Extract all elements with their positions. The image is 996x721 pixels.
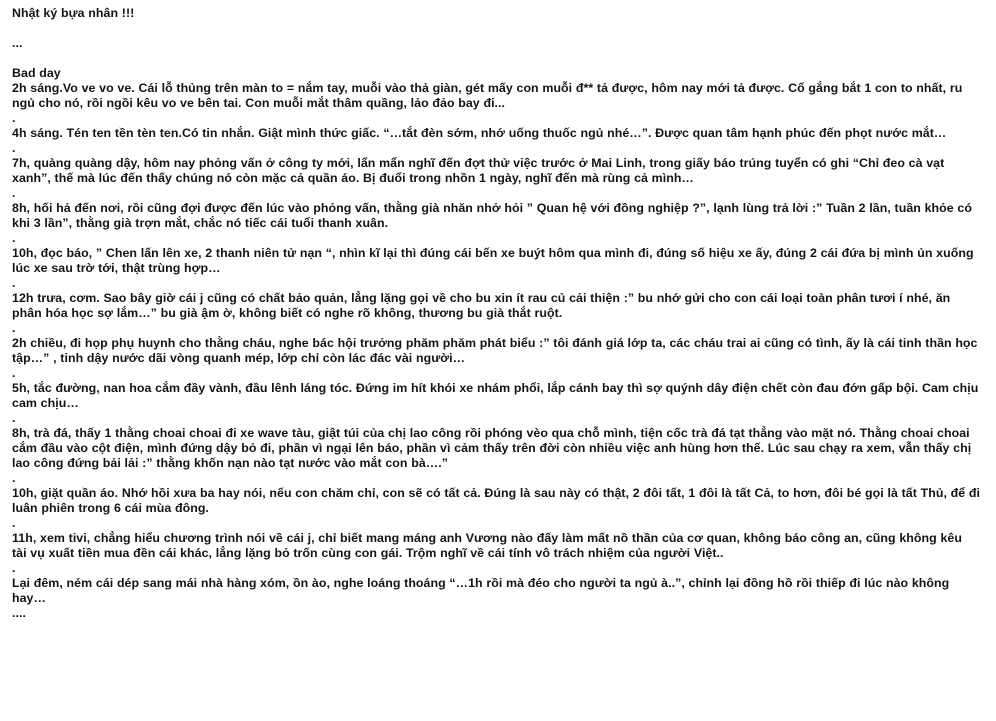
diary-entry-10h-laundry: 10h, giặt quần áo. Nhớ hồi xưa ba hay nói, nếu con chăm chỉ, con sẽ có tất cả. Đúng là sau này có thật, 2 đôi tất, 1 đôi là tất Cả, to hơn, đôi bé gọi là tất Thủ, để đi luân phiên trong 6 cái mùa đông. <box>12 486 980 515</box>
entry-separator: . <box>12 516 16 530</box>
entry-separator: . <box>12 411 16 425</box>
entry-separator: . <box>12 186 16 200</box>
entry-separator: . <box>12 141 16 155</box>
diary-entry-11h: 11h, xem tivi, chẳng hiểu chương trình nói về cái j, chỉ biết mang máng anh Vương nào đấy làm mất nồ thần của cơ quan, không báo công an, cũng không kêu tài vụ xuất tiền mua đền cái khác, lẳng lặng bỏ trốn cùng con gái. Trộm nghĩ về cái tính vô trách nhiệm của người Việt.. <box>12 531 962 560</box>
spacer <box>12 21 980 36</box>
diary-document <box>12 6 980 621</box>
diary-entry-10h-news: 10h, đọc báo, ” Chen lấn lên xe, 2 thanh niên tử nạn “, nhìn kĩ lại thì đúng cái bến xe buýt hôm qua mình đi, đúng số hiệu xe ấy, đúng 2 cái đứa bị mình ủn xuống lúc xe sau trờ tới, thật trùng hợp… <box>12 246 974 275</box>
diary-entry-8h-tea: 8h, trà đá, thấy 1 thằng choai choai đi xe wave tàu, giật túi của chị lao công rồi phóng vèo qua chỗ mình, tiện cốc trà đá tạt thẳng vào mặt nó. Thằng choai choai cắm đầu vào cột điện, mình đứng dậy bỏ đi, phần vì ngại lên báo, phần vì cảm thấy trên đời còn nhiều việc anh hùng hơn thế. Lúc sau chạy ra xem, vẫn thấy chị lao công đứng bải lải :” thằng khốn nạn nào tạt nước vào mắt con bà….” <box>12 426 972 470</box>
diary-entry-night: Lại đêm, ném cái dép sang mái nhà hàng xóm, ồn ào, nghe loáng thoáng “…1h rồi mà đéo cho người ta ngủ à..”, chỉnh lại đồng hồ rồi thiếp đi lúc nào không hay… <box>12 576 950 605</box>
diary-entry-8h: 8h, hối hả đến nơi, rồi cũng đợi được đến lúc vào phỏng vấn, thằng già nhăn nhở hỏi ” Quan hệ với đồng nghiệp ?”, lạnh lùng trả lời :” Tuần 2 lần, tuần khỏe có khi 3 lần”, thằng già trợn mắt, chắc nó tiếc cái tuổi thanh xuân. <box>12 201 972 230</box>
entry-separator: . <box>12 366 16 380</box>
entry-separator: . <box>12 111 16 125</box>
diary-entry-5h: 5h, tắc đường, nan hoa cắm đầy vành, đầu lênh láng tóc. Đứng im hít khói xe nhám phổi, lắp cánh bay thì sợ quýnh dây điện chết còn đau đớn gấp bội. Cam chịu cam chịu… <box>12 381 979 410</box>
title-ellipsis: ... <box>12 36 23 50</box>
entry-separator: . <box>12 321 16 335</box>
diary-entry-12h: 12h trưa, cơm. Sao bây giờ cái j cũng có chất bảo quản, lẳng lặng gọi về cho bu xin ít rau củ cải thiện :” bu nhớ gửi cho con cái loại toàn phân tươi í nhé, ăn phân hóa học sợ lắm…” bu già ậm ờ, không biết có nghe rõ không, thương bu già thắt ruột. <box>12 291 951 320</box>
diary-entry-7h: 7h, quàng quàng dậy, hôm nay phỏng vấn ở công ty mới, lẩn mẩn nghĩ đến đợt thử việc trước ở Mai Linh, trong giấy báo trúng tuyển có ghi “Chỉ đeo cà vạt xanh”, thế mà lúc đến thấy chúng nó còn mặc cả quần áo. Bị đuổi trong nhồn 1 ngày, nghĩ đến mà rùng cả mình… <box>12 156 945 185</box>
entry-separator: . <box>12 471 16 485</box>
entry-separator: . <box>12 276 16 290</box>
entry-separator: . <box>12 231 16 245</box>
diary-entry-2h-afternoon: 2h chiều, đi họp phụ huynh cho thằng cháu, nghe bác hội trưởng phăm phăm phát biểu :” tôi đánh giá lớp ta, các cháu trai ai cũng có tình, ấy là cái tinh thần học tập…” , tinh dậy nước dãi vòng quanh mép, lớp chỉ còn lác đác vài người… <box>12 336 978 365</box>
section-heading: Bad day <box>12 66 61 80</box>
diary-entry-4h: 4h sáng. Tén ten tền tèn ten.Có tin nhắn. Giật mình thức giấc. “…tắt đèn sớm, nhớ uống thuốc ngủ nhé…”. Được quan tâm hạnh phúc đến phọt nước mắt… <box>12 126 947 140</box>
diary-entry-2h: 2h sáng.Vo ve vo ve. Cái lỗ thủng trên màn to = nắm tay, muỗi vào thả giàn, gét mấy con muỗi đ** tả được, hôm nay mới tả được. Cố gắng bắt 1 con to nhất, ru ngủ cho nó, rồi ngồi kêu vo ve bên tai. Con muỗi mắt thâm quầng, lảo đảo bay đi... <box>12 81 963 110</box>
spacer <box>12 51 980 66</box>
diary-title: Nhật ký bựa nhân !!! <box>12 6 135 20</box>
entry-separator: . <box>12 561 16 575</box>
closing-ellipsis: .... <box>12 606 26 620</box>
